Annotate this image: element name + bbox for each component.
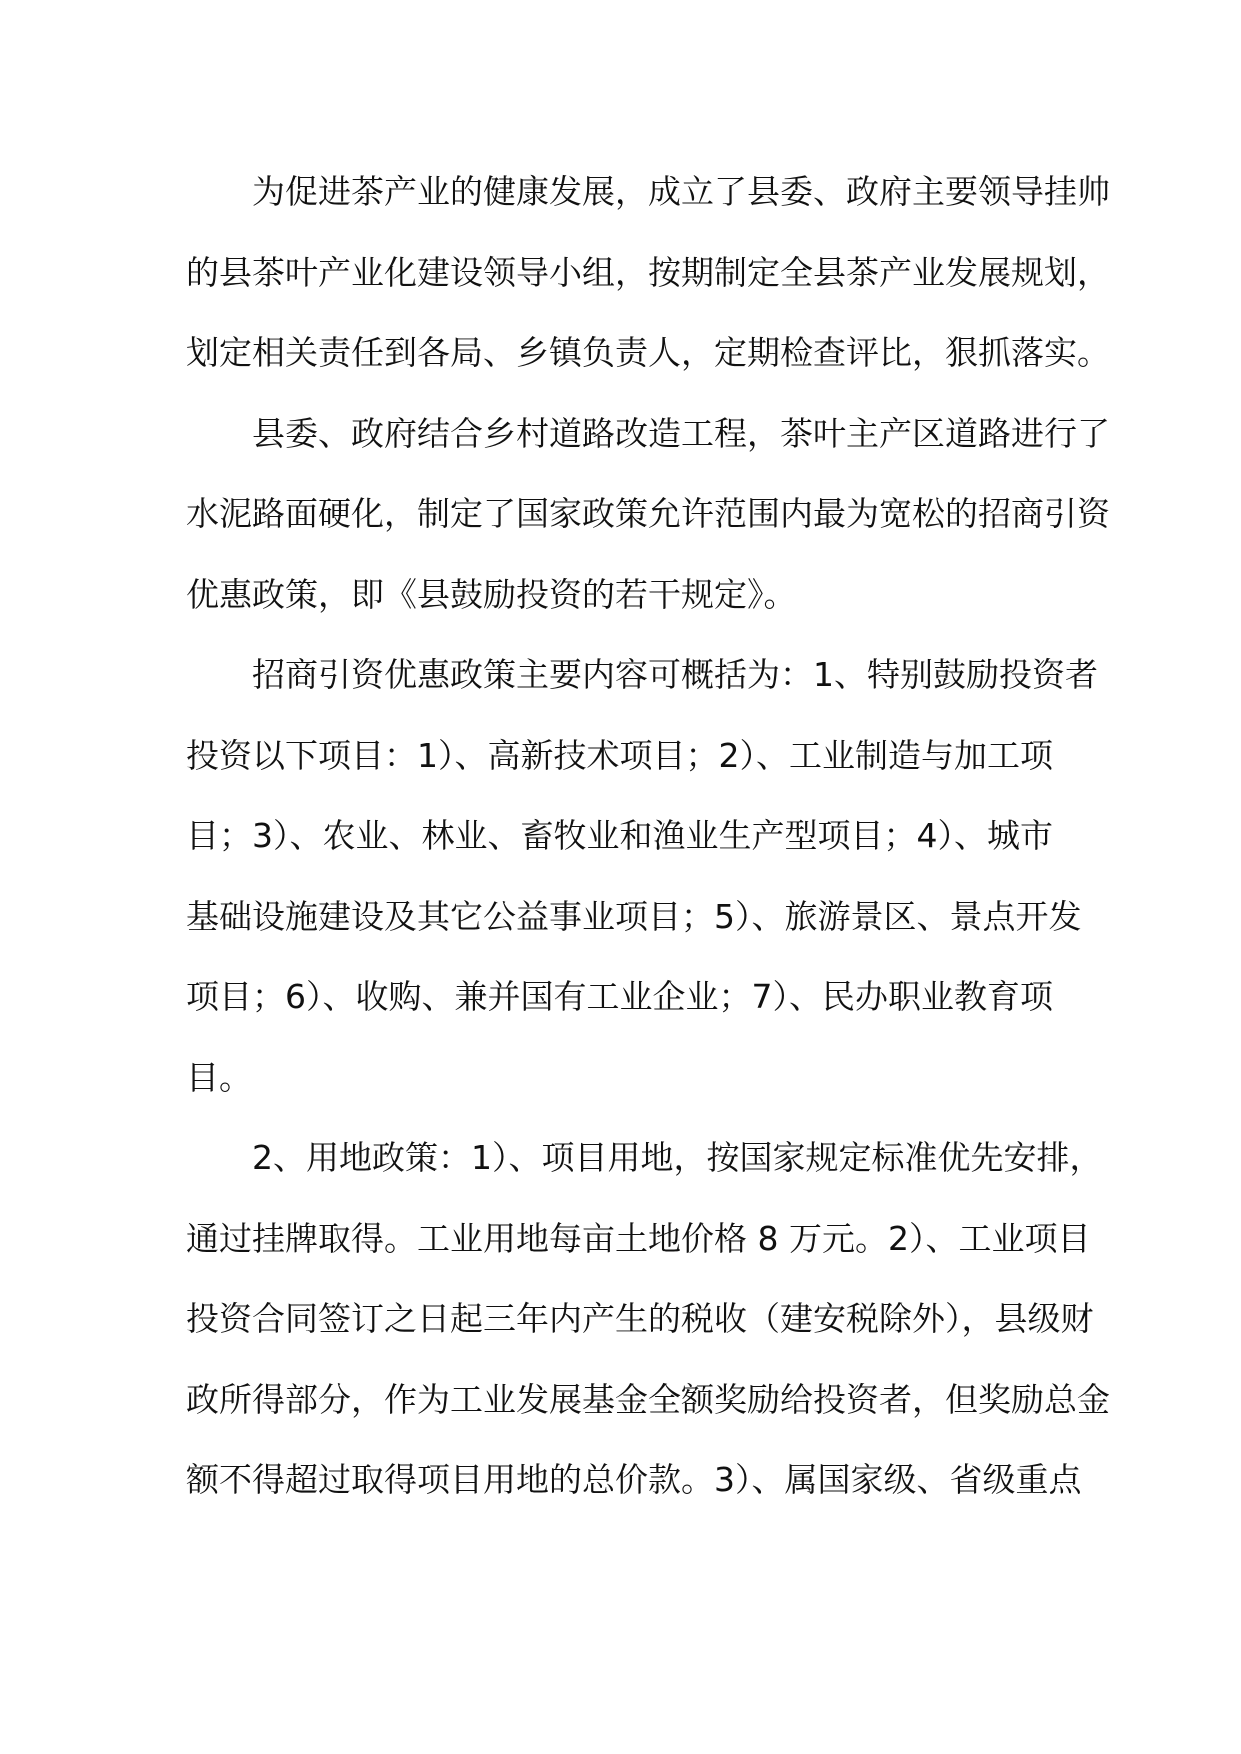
body-text [186,152,1110,1521]
paragraph-line: 通过挂牌取得。工业用地每亩土地价格 8 万元。2）、工业项目 [186,1218,1091,1258]
paragraph-line: 额不得超过取得项目用地的总价款。3）、属国家级、省级重点 [186,1460,1082,1499]
paragraph-2 [186,394,1110,636]
paragraph-line: 划定相关责任到各局、乡镇负责人，定期检查评比，狠抓落实。 [186,333,1110,372]
paragraph-3 [186,635,1106,1118]
paragraph-line: 2、用地政策：1）、项目用地，按国家规定标准优先安排， [252,1138,1103,1177]
paragraph-line: 投资合同签订之日起三年内产生的税收（建安税除外），县级财 [186,1299,1094,1338]
paragraph-line: 目；3）、农业、林业、畜牧业和渔业生产型项目；4）、城市 [186,816,1053,855]
paragraph-line: 基础设施建设及其它公益事业项目；5）、旅游景区、景点开发 [186,896,1082,936]
paragraph-line: 的县茶叶产业化建设领导小组，按期制定全县茶产业发展规划， [186,252,1110,292]
paragraph-line: 政所得部分，作为工业发展基金全额奖励给投资者，但奖励总金 [186,1379,1110,1419]
paragraph-line: 项目；6）、收购、兼并国有工业企业；7）、民办职业教育项 [186,977,1053,1016]
paragraph-line: 投资以下项目：1）、高新技术项目；2）、工业制造与加工项 [186,735,1053,775]
paragraph-line: 县委、政府结合乡村道路改造工程，茶叶主产区道路进行了 [252,413,1110,453]
paragraph-line: 招商引资优惠政策主要内容可概括为：1、特别鼓励投资者 [252,655,1098,694]
paragraph-line: 目。 [186,1057,252,1097]
paragraph-line: 为促进茶产业的健康发展，成立了县委、政府主要领导挂帅 [252,172,1110,211]
paragraph-line: 优惠政策，即《县鼓励投资的若干规定》。 [186,574,797,614]
paragraph-4 [186,1118,1110,1521]
paragraph-line: 水泥路面硬化，制定了国家政策允许范围内最为宽松的招商引资 [186,494,1110,533]
paragraph-1 [186,152,1110,394]
